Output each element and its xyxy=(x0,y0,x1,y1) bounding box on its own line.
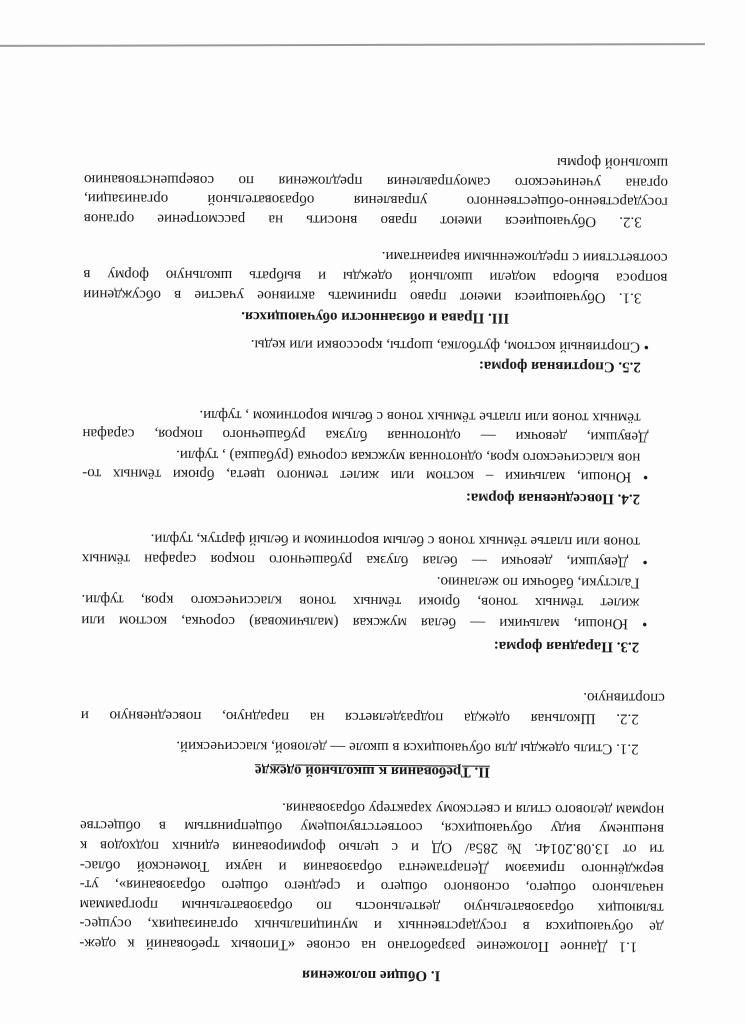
text-line: начального общего, основного общего и среднего общего образования», ут- xyxy=(79,876,664,897)
text-line: органа ученического самоуправления предложения по совершенствованию xyxy=(83,171,669,191)
text-line: • Юноши, мальчики – костюм или жилет темного цвета, брюки тёмных то- xyxy=(82,465,649,485)
text-line: 1.1 Данное Положение разработано на основе «Типовых требований к одеж- xyxy=(79,935,638,955)
heading-text: 2.5. Спортивная форма: xyxy=(478,357,641,375)
text-line: ти от 13.08.2014г. №285а/ ОД и с целью формирования единых подходов к xyxy=(79,837,664,857)
text-line: твляющих образовательную деятельность по образовательным программам xyxy=(79,896,664,916)
paragraph-3-2 xyxy=(84,149,668,231)
text-line: школьной формы xyxy=(557,154,669,172)
paragraph-everyday-girls xyxy=(82,404,666,446)
text-line: спортивную. xyxy=(583,689,665,706)
paragraph-3-1 xyxy=(83,244,667,308)
text-line: тёмных тонов или платье тёмных тонов с белым воротником , туфли. xyxy=(199,406,641,426)
section-title-general xyxy=(79,963,663,986)
paragraph-2-1 xyxy=(81,735,665,758)
text-line: государственно-общественного управления образовательной организации, xyxy=(83,190,668,211)
text-line: Галстуки, бабочки по желанию. xyxy=(436,573,640,591)
text-line: нов классического кроя, однотонная мужская сорочка (рубашка) , туфли. xyxy=(176,446,641,466)
text-line: соответствии с предложенными вариантами. xyxy=(381,248,668,266)
heading-text: III. Права и обязанности обучающихся. xyxy=(241,308,510,326)
paragraph-1-1 xyxy=(79,795,664,955)
section-title-requirements xyxy=(80,759,664,782)
text-line: • Девушки, девочки — белая блузка рубашечного покроя сарафан тёмных xyxy=(81,550,648,570)
text-line: жилет тёмных тонов, брюки тёмных тонов классического кроя, туфли. xyxy=(81,591,640,612)
heading-text: 2.3. Парадная форма: xyxy=(493,637,640,655)
text-line: верждённого приказом Департамента образования и науки Тюменской облас- xyxy=(79,856,664,877)
heading-2-4 xyxy=(82,485,666,508)
bullet-ceremonial-girls xyxy=(82,528,666,572)
text-line: тонов или платье тёмных тонов с белым воротником и белый фартук, туфли. xyxy=(150,530,640,550)
heading-text: 2.4. Повседневная форма: xyxy=(465,489,641,507)
paragraph-2-2 xyxy=(81,683,665,729)
heading-2-5 xyxy=(83,353,667,376)
text-line: внешнему виду обучающихся, соответствующему общепринятым в обществе xyxy=(80,817,665,838)
text-line: де обучающихся в государственных и муниципальных организациях, осущес- xyxy=(79,915,664,936)
heading-text: II. Требования к школьной одежде xyxy=(254,762,490,780)
text-line: Девушки, девочки — однотонная блузка рубашечного покроя, сарафан xyxy=(82,425,649,445)
bullet-ceremonial-boys xyxy=(81,569,665,634)
text-line: вопроса выбора модели школьной одежды и выбрать школьную форму в xyxy=(83,266,668,286)
text-line: • Спортивный костюм, футболка, шорты, кроссовки или кеды. xyxy=(250,336,650,355)
bullet-sport xyxy=(83,333,667,356)
heading-text: I. Общие положения xyxy=(301,966,441,984)
bullet-everyday-boys xyxy=(82,444,666,486)
text-line: нормам делового стиля и светскому характеру образования. xyxy=(282,799,665,818)
text-line: 2.1. Стиль одежды для обучающихся в школе — деловой, классический. xyxy=(176,737,639,757)
text-line: 2.2. Школьная одежда подразделяется на парадную, повседневную и xyxy=(80,707,639,727)
text-line: 3.1. Обучающиеся имеют право принимать активное участие в обсуждении xyxy=(83,286,642,306)
section-title-rights xyxy=(83,305,667,328)
text-line: 3.2. Обучающиеся имеют право вносить на рассмотрение органов xyxy=(83,210,642,230)
heading-2-3 xyxy=(81,633,665,656)
text-line: • Юноши, мальчики — белая мужская (мальчиковая) сорочка, костюм или xyxy=(81,612,648,632)
